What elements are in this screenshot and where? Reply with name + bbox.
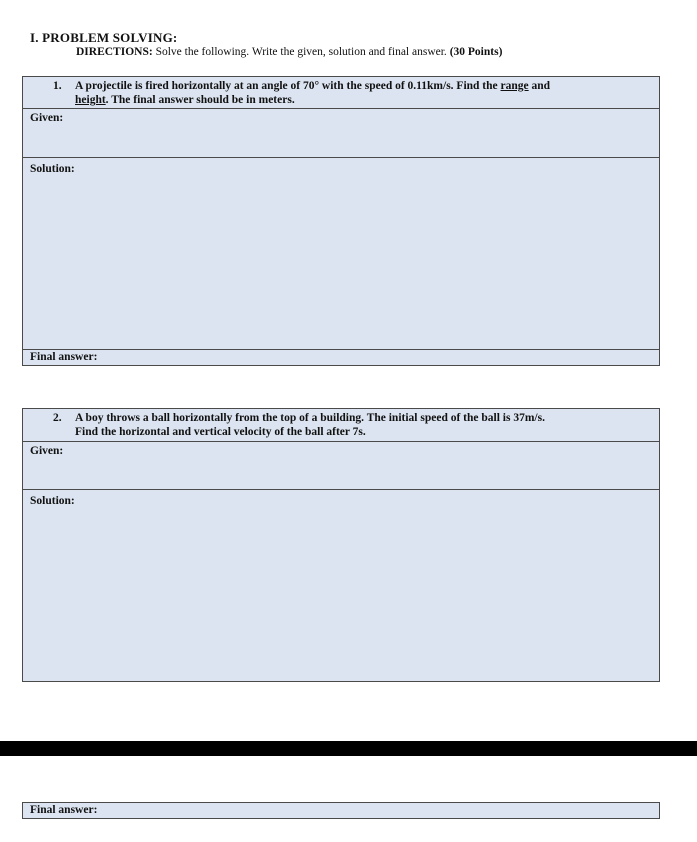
problem-2-text-line1: A boy throws a ball horizontally from the top of a building. The initial speed of the ball is 37m/s. (75, 412, 545, 424)
problem-2-final-label: Final answer: (30, 804, 98, 816)
problem-2-given-box[interactable] (22, 441, 660, 490)
problem-2-text-line2: Find the horizontal and vertical velocity of the ball after 7s. (75, 426, 366, 438)
problem-1-solution-label: Solution: (30, 163, 75, 175)
problem-1-final-box[interactable] (22, 349, 660, 366)
problem-1-solution-box[interactable] (22, 157, 660, 350)
problem-2-final-box[interactable] (22, 802, 660, 819)
points-label: (30 Points) (449, 46, 503, 58)
directions-text: Solve the following. Write the given, solution and final answer. (152, 46, 450, 58)
problem-2-text (23, 409, 555, 439)
problem-1-text (23, 77, 560, 107)
directions (76, 46, 502, 58)
problem-1-given-box[interactable] (22, 108, 660, 158)
problem-1-statement (22, 76, 660, 109)
problem-2-statement (22, 408, 660, 442)
problem-2-solution-box[interactable] (22, 489, 660, 682)
problem-1-text-a: A projectile is fired horizontally at an angle of 70° with the speed of 0.11km/s. Find the (75, 80, 501, 92)
page-break-bar (0, 741, 697, 756)
problem-2-given-label: Given: (30, 445, 64, 457)
problem-2-solution-label: Solution: (30, 495, 75, 507)
problem-1-range: range (500, 80, 529, 92)
problem-1-height: height (75, 94, 106, 106)
problem-1-final-label: Final answer: (30, 351, 98, 363)
problem-1-text-b: and (528, 80, 551, 92)
directions-label: DIRECTIONS: (76, 46, 153, 58)
problem-1-given-label: Given: (30, 112, 64, 124)
section-heading: I. PROBLEM SOLVING: (30, 30, 178, 45)
problem-1-number: 1. (53, 80, 62, 92)
problem-1-text-c: . The final answer should be in meters. (105, 94, 295, 106)
problem-2-number: 2. (53, 412, 62, 424)
